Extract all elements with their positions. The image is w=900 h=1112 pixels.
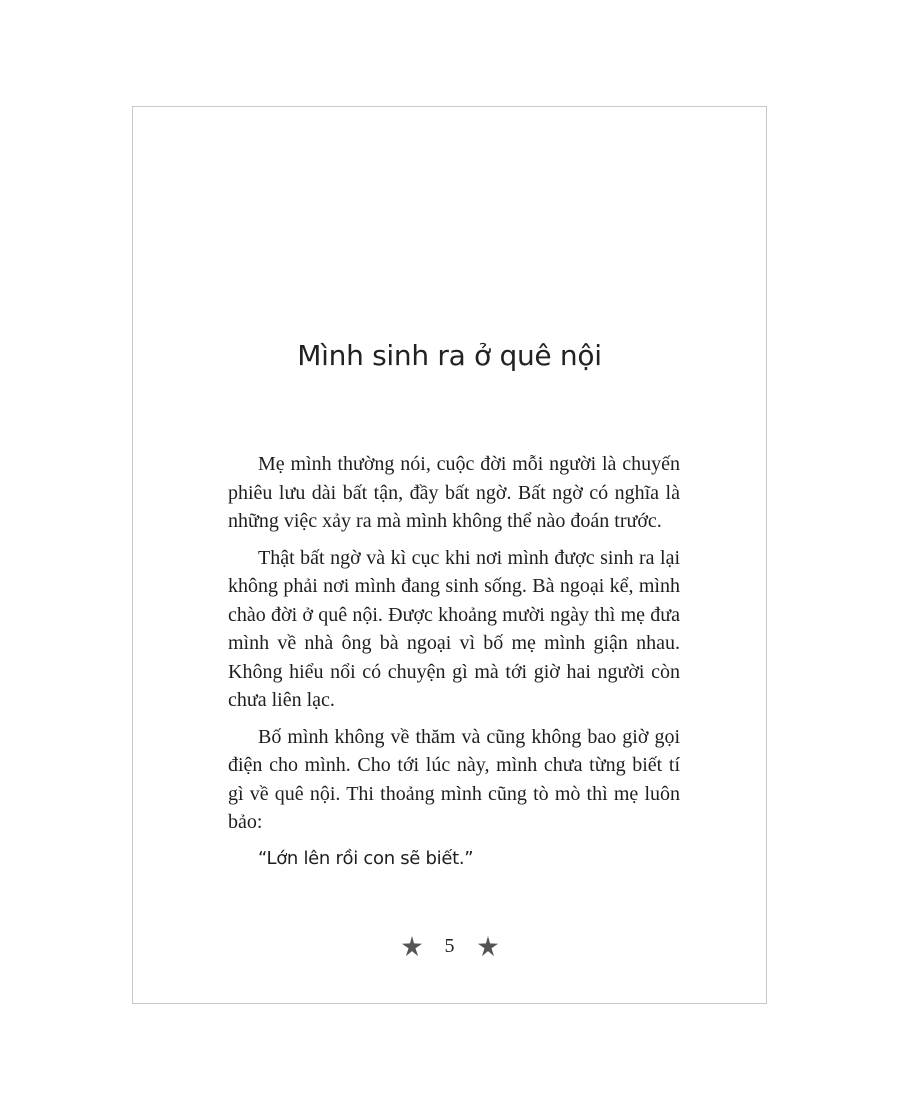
- page-number: 5: [444, 935, 455, 957]
- star-icon: [477, 935, 499, 957]
- paragraph: Bố mình không về thăm và cũng không bao giờ gọi điện cho mình. Cho tới lúc này, mình chưa từng biết tí gì về quê nội. Thi thoảng mình cũng tò mò thì mẹ luôn bảo:: [228, 725, 680, 833]
- quote-paragraph: “Lớn lên rồi con sẽ biết.”: [258, 847, 474, 869]
- chapter-title: Mình sinh ra ở quê nội: [297, 339, 602, 372]
- star-icon: [401, 935, 423, 957]
- paragraph: Mẹ mình thường nói, cuộc đời mỗi người là chuyến phiêu lưu dài bất tận, đầy bất ngờ. Bất ngờ có nghĩa là những việc xảy ra mà mình không thể nào đoán trước.: [228, 453, 680, 532]
- page-footer: [133, 935, 766, 957]
- paragraph: Thật bất ngờ và kì cục khi nơi mình được sinh ra lại không phải nơi mình đang sinh sống. Bà ngoại kể, mình chào đời ở quê nội. Được khoảng mười ngày thì mẹ đưa mình về nhà ông bà ngoại vì bố mẹ mình giận nhau. Không hiểu nổi có chuyện gì mà tới giờ hai người còn chưa liên lạc.: [228, 546, 680, 711]
- body-text: [228, 450, 680, 881]
- book-page: [132, 106, 767, 1004]
